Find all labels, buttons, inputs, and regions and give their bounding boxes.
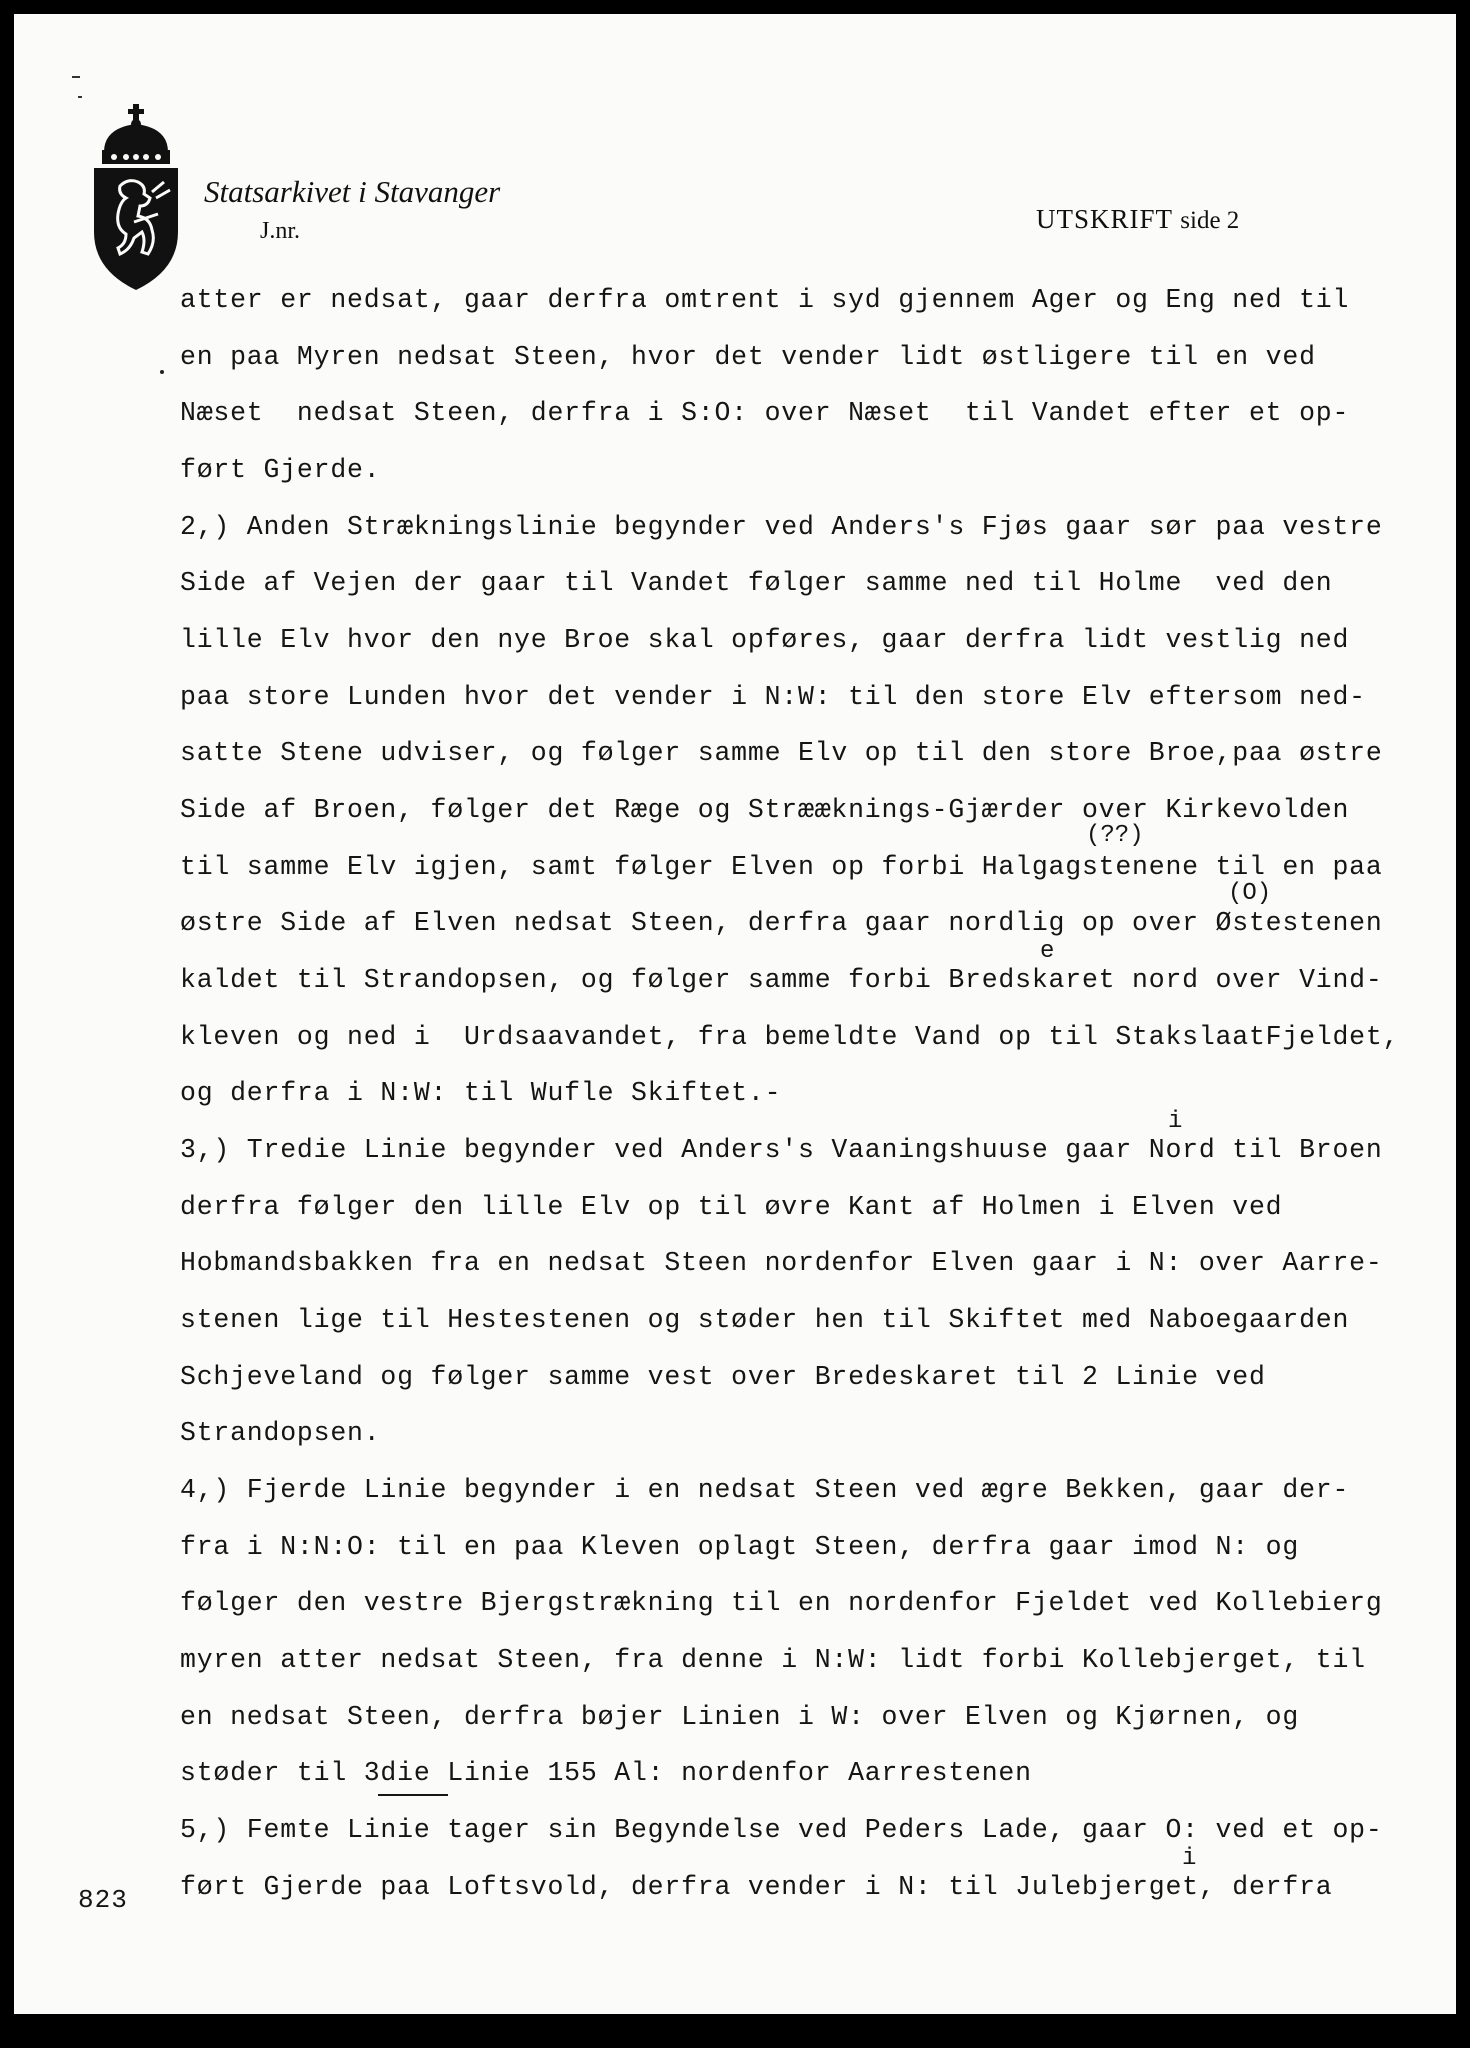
annotation-question: (??) — [1086, 822, 1144, 849]
text-line: støder til 3die Linie 155 Al: nordenfor Aarrestenen — [180, 1758, 1032, 1788]
text-line: Strandopsen. — [180, 1418, 381, 1448]
text-line: lille Elv hvor den nye Broe skal opføres, gaar derfra lidt vestlig ned — [180, 625, 1350, 655]
journal-number-label: J.nr. — [260, 218, 301, 244]
text-line: østre Side af Elven nedsat Steen, derfra gaar nordlig op over Østestenen — [180, 908, 1383, 938]
archive-name: Statsarkivet i Stavanger — [204, 174, 501, 209]
text-line: atter er nedsat, gaar derfra omtrent i syd gjennem Ager og Eng ned til — [180, 285, 1350, 315]
text-line: Side af Vejen der gaar til Vandet følger samme ned til Holme ved den — [180, 568, 1333, 598]
annotation-e-mark: e — [1040, 938, 1055, 965]
text-line: 4,) Fjerde Linie begynder i en nedsat Steen ved ægre Bekken, gaar der- — [180, 1475, 1350, 1505]
annotation-i-mark: i — [1168, 1108, 1183, 1135]
page-side-label: side 2 — [1180, 207, 1240, 234]
margin-mark — [78, 96, 82, 98]
document-page — [14, 14, 1456, 2014]
annotation-i-mark: i — [1182, 1845, 1197, 1872]
transcript-label: UTSKRIFT — [1036, 204, 1173, 234]
text-line: kleven og ned i Urdsaavandet, fra bemeldte Vand op til StakslaatFjeldet, — [180, 1022, 1400, 1052]
text-line: følger den vestre Bjergstrækning til en nordenfor Fjeldet ved Kollebierg — [180, 1588, 1383, 1618]
text-line: en paa Myren nedsat Steen, hvor det vender lidt østligere til en ved — [180, 342, 1316, 372]
text-line: en nedsat Steen, derfra bøjer Linien i W: over Elven og Kjørnen, og — [180, 1702, 1300, 1732]
text-line: kaldet til Strandopsen, og følger samme forbi Bredskaret nord over Vind- — [180, 965, 1383, 995]
margin-dot — [160, 370, 164, 374]
text-line: derfra følger den lille Elv op til øvre Kant af Holmen i Elven ved — [180, 1192, 1283, 1222]
text-line: satte Stene udviser, og følger samme Elv op til den store Broe,paa østre — [180, 738, 1383, 768]
underline-3die — [378, 1794, 448, 1796]
text-line: Hobmandsbakken fra en nedsat Steen nordenfor Elven gaar i N: over Aarre- — [180, 1248, 1383, 1278]
text-line: ført Gjerde paa Loftsvold, derfra vender i N: til Julebjerget, derfra — [180, 1872, 1333, 1902]
text-line: 2,) Anden Strækningslinie begynder ved Anders's Fjøs gaar sør paa vestre — [180, 512, 1383, 542]
text-line: myren atter nedsat Steen, fra denne i N:W: lidt forbi Kollebjerget, til — [180, 1645, 1366, 1675]
annotation-circle-o: (O) — [1228, 880, 1272, 907]
norwegian-lion-crest-icon — [90, 102, 182, 292]
margin-mark — [72, 76, 80, 78]
text-line: 5,) Femte Linie tager sin Begyndelse ved Peders Lade, gaar O: ved et op- — [180, 1815, 1383, 1845]
text-line: ført Gjerde. — [180, 455, 381, 485]
text-line: Næset nedsat Steen, derfra i S:O: over Næset til Vandet efter et op- — [180, 398, 1350, 428]
text-line: og derfra i N:W: til Wufle Skiftet.- — [180, 1078, 782, 1108]
page-number: 823 — [78, 1885, 128, 1915]
transcript-header — [1036, 204, 1239, 235]
text-line: 3,) Tredie Linie begynder ved Anders's Vaaningshuuse gaar Nord til Broen — [180, 1135, 1383, 1165]
text-line: til samme Elv igjen, samt følger Elven op forbi Halgagstenene til en paa — [180, 852, 1383, 882]
text-line: stenen lige til Hestestenen og støder hen til Skiftet med Naboegaarden — [180, 1305, 1350, 1335]
text-line: paa store Lunden hvor det vender i N:W: til den store Elv eftersom ned- — [180, 682, 1366, 712]
text-line: fra i N:N:O: til en paa Kleven oplagt Steen, derfra gaar imod N: og — [180, 1532, 1300, 1562]
text-line: Side af Broen, følger det Ræge og Strææknings-Gjærder over Kirkevolden — [180, 795, 1350, 825]
text-line: Schjeveland og følger samme vest over Bredeskaret til 2 Linie ved — [180, 1362, 1266, 1392]
